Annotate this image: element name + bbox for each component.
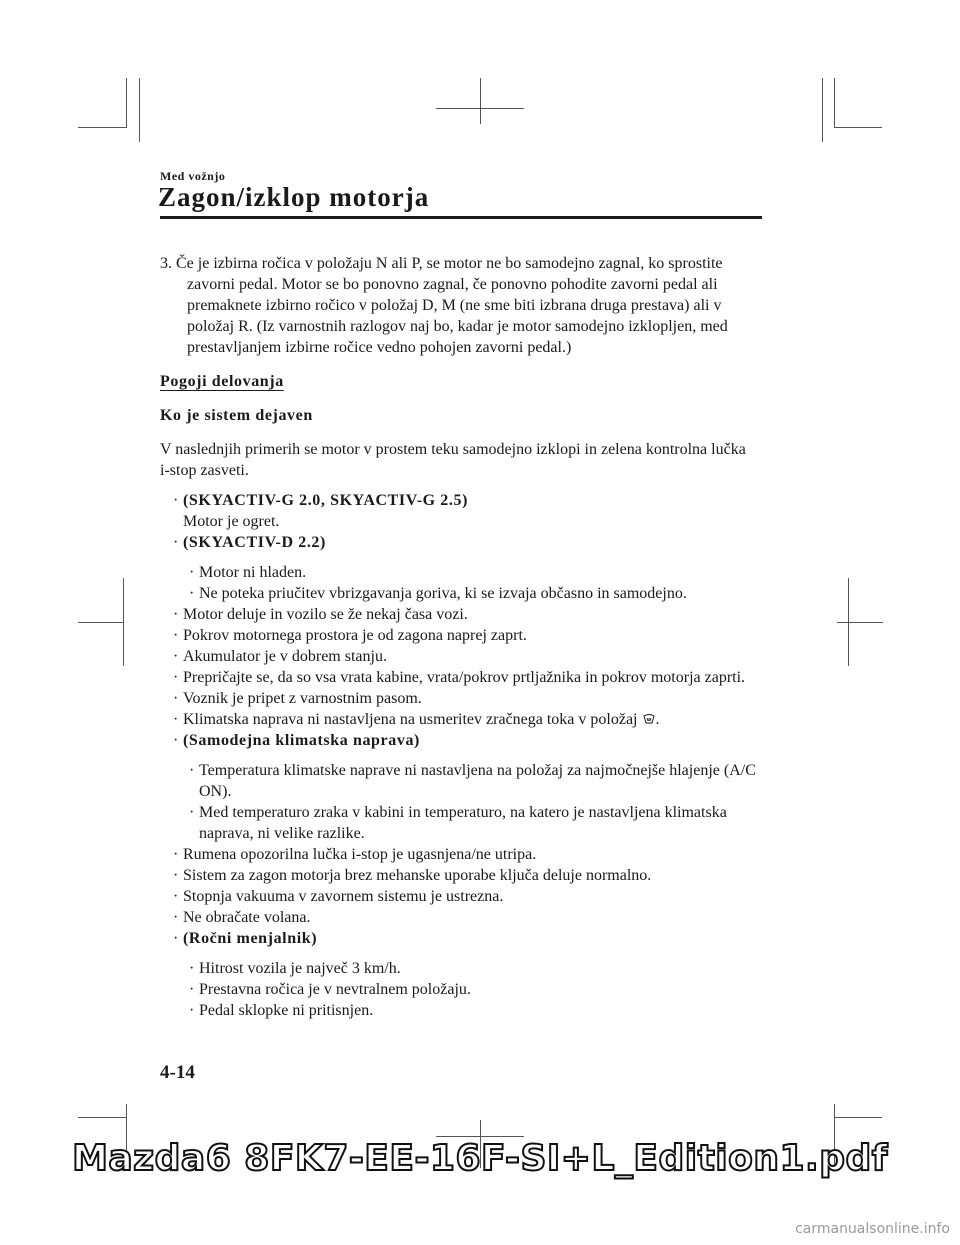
intro-line: i-stop zasveti. — [160, 462, 249, 479]
page-title: Zagon/izklop motorja — [158, 182, 430, 212]
list-item: · Akumulator je v dobrem stanju. — [173, 648, 387, 665]
item3-line: zavorni pedal. Motor se bo ponovno zagnal, če ponovno pohodite zavorni pedal ali — [187, 276, 718, 293]
list-item: · (Samodejna klimatska naprava) — [173, 732, 420, 749]
sub-list-item: · Hitrost vozila je največ 3 km/h. — [189, 960, 401, 977]
title-rule — [160, 216, 762, 219]
list-item-text: Motor je ogret. — [183, 513, 280, 530]
sub-list-item: · Pedal sklopke ni pritisnjen. — [189, 1002, 374, 1019]
list-item: · Stopnja vakuuma v zavornem sistemu je ustrezna. — [173, 888, 504, 905]
item3-line: položaj R. (Iz varnostnih razlogov naj bo, kadar je motor samodejno izklopljen, med — [187, 318, 728, 335]
page-number: 4-14 — [160, 1062, 195, 1083]
sub-list-item: · Med temperaturo zraka v kabini in temperaturo, na katero je nastavljena klimatska — [189, 804, 727, 821]
sub-list-item: · Prestavna ročica je v nevtralnem položaju. — [189, 981, 471, 998]
list-item: · Sistem za zagon motorja brez mehanske uporabe ključa deluje normalno. — [173, 867, 652, 884]
sub-list-item: · Temperatura klimatske naprave ni nastavljena na položaj za najmočnejše hlajenje (A/C — [189, 762, 756, 779]
sub-list-item-text: naprava, ni velike razlike. — [199, 825, 365, 842]
sub-list-item: · Ne poteka priučitev vbrizgavanja goriva, ki se izvaja občasno in samodejno. — [189, 585, 687, 602]
item3-line: premaknete izbirno ročico v položaj D, M (ne sme biti izbrana druga prestava) ali v — [187, 297, 722, 314]
list-item: · (SKYACTIV-D 2.2) — [173, 534, 326, 551]
list-item: · Motor deluje in vozilo se že nekaj časa vozi. — [173, 606, 468, 623]
item3-line: prestavljanjem izbirne ročice vedno pohojen zavorni pedal.) — [187, 339, 572, 356]
list-item-3 — [160, 253, 760, 358]
list-item: · Prepričajte se, da so vsa vrata kabine, vrata/pokrov prtljažnika in pokrov motorja zaprti. — [173, 669, 746, 686]
sub-list-item-text: ON). — [199, 783, 232, 800]
watermark: carmanualsonline.info — [795, 1221, 950, 1237]
intro-line: V naslednjih primerih se motor v prostem teku samodejno izklopi in zelena kontrolna lučka — [160, 441, 746, 458]
list-item: · Rumena opozorilna lučka i-stop je ugasnjena/ne utripa. — [173, 846, 537, 863]
operating-heading: Pogoji delovanja — [160, 373, 284, 390]
item3-line: 3. Če je izbirna ročica v položaju N ali P, se motor ne bo samodejno zagnal, ko sprostite — [160, 255, 723, 272]
windshield-defrost-icon — [643, 713, 655, 725]
list-item: · (Ročni menjalnik) — [173, 930, 318, 947]
list-item: · Voznik je pripet z varnostnim pasom. — [173, 690, 422, 707]
list-item: · Klimatska naprava ni nastavljena na usmeritev zračnega toka v položaj . — [173, 711, 660, 728]
page-content — [160, 253, 760, 1021]
section-label: Med vožnjo — [160, 169, 226, 183]
footer-filename: Mazda6 8FK7-EE-16F-SI+L_Edition1.pdf — [72, 1138, 888, 1179]
sub-list-item: · Motor ni hladen. — [189, 564, 307, 581]
list-item: · Pokrov motornega prostora je od zagona naprej zaprt. — [173, 627, 527, 644]
list-item: · Ne obračate volana. — [173, 909, 311, 926]
active-heading: Ko je sistem dejaven — [160, 407, 313, 424]
list-item: · (SKYACTIV-G 2.0, SKYACTIV-G 2.5) — [173, 492, 469, 509]
